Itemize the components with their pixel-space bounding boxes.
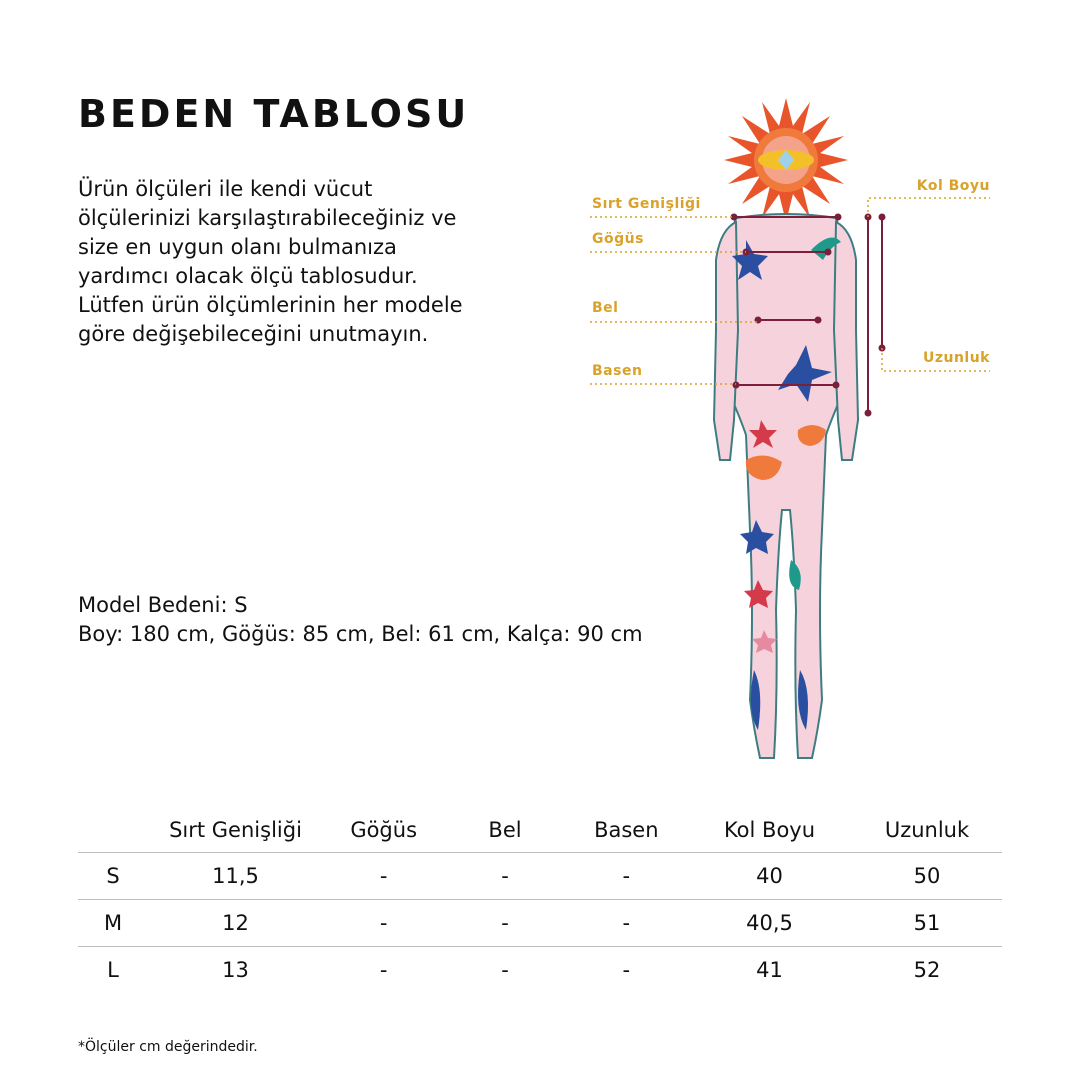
label-length: Uzunluk: [922, 350, 990, 366]
cell-size: S: [78, 853, 148, 900]
cell: 52: [852, 947, 1002, 994]
cell: -: [444, 900, 565, 947]
cell: 50: [852, 853, 1002, 900]
cell-size: M: [78, 900, 148, 947]
body-silhouette: [714, 214, 858, 758]
cell: 51: [852, 900, 1002, 947]
page-title: BEDEN TABLOSU: [78, 92, 470, 136]
sun-head-icon: [724, 98, 848, 222]
cell: -: [566, 900, 687, 947]
cell: -: [323, 853, 444, 900]
label-chest: Göğüs: [592, 231, 644, 247]
table-row: [78, 900, 1002, 947]
cell: 11,5: [148, 853, 323, 900]
cell: -: [323, 947, 444, 994]
cell: 12: [148, 900, 323, 947]
header-hip: Basen: [594, 818, 659, 842]
intro-text: [78, 175, 478, 349]
cell: -: [444, 853, 565, 900]
cell: -: [444, 947, 565, 994]
table-header-row: [78, 808, 1002, 853]
model-size: Model Bedeni: S: [78, 593, 248, 617]
cell: 13: [148, 947, 323, 994]
table-row: [78, 947, 1002, 994]
label-hip: Basen: [592, 363, 643, 379]
cell: -: [566, 853, 687, 900]
header-size: [78, 808, 148, 853]
footnote: *Ölçüler cm değerindedir.: [78, 1039, 258, 1055]
intro-paragraph: Ürün ölçüleri ile kendi vücut ölçülerinizi karşılaştırabileceğiniz ve size en uygun olanı bulmanıza yardımcı olacak ölçü tablosudur. Lütfen ürün ölçümlerinin her modele göre değişebileceğini unutmayın.: [78, 177, 463, 346]
table-row: [78, 853, 1002, 900]
header-sleeve: Kol Boyu: [723, 818, 816, 842]
label-waist: Bel: [592, 300, 619, 316]
cell: -: [323, 900, 444, 947]
header-waist: Bel: [488, 818, 522, 842]
model-measures: Boy: 180 cm, Göğüs: 85 cm, Bel: 61 cm, Kalça: 90 cm: [78, 622, 643, 646]
cell: 41: [687, 947, 852, 994]
label-sleeve: Kol Boyu: [916, 178, 990, 194]
header-length: Uzunluk: [884, 818, 970, 842]
cell: 40,5: [687, 900, 852, 947]
cell: -: [566, 947, 687, 994]
label-back-width: Sırt Genişliği: [592, 196, 701, 212]
cell: 40: [687, 853, 852, 900]
model-info: [78, 591, 643, 649]
header-chest: Göğüs: [350, 818, 418, 842]
cell-size: L: [78, 947, 148, 994]
body-measurement-figure: [586, 90, 996, 770]
header-back-width: Sırt Genişliği: [169, 818, 302, 842]
size-table: [78, 808, 1002, 993]
